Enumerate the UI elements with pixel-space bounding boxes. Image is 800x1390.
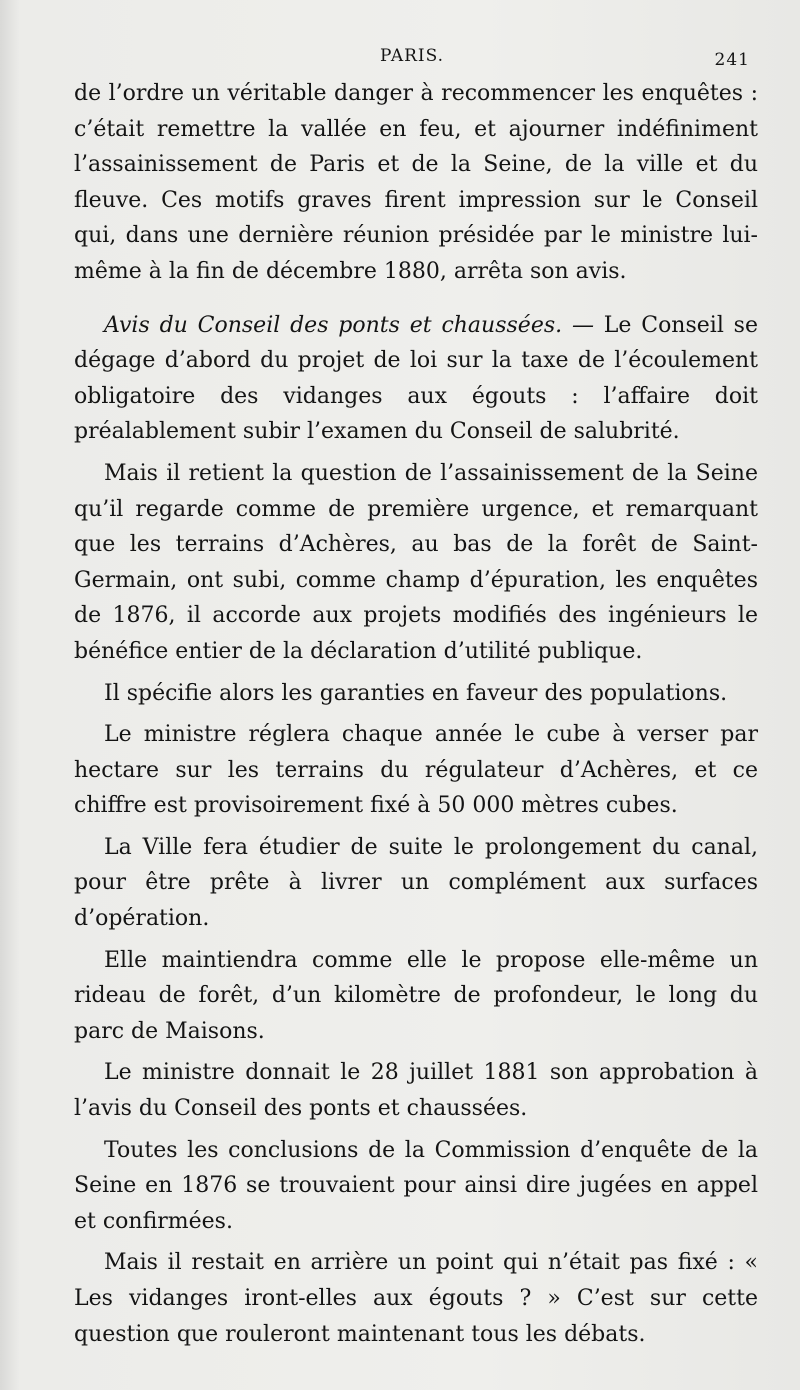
paragraph: La Ville fera étudier de suite le prolongement du canal, pour être prête à livrer un complément aux surfaces d’opération. [74, 834, 758, 932]
paragraph: Le ministre donnait le 28 juillet 1881 son approbation à l’avis du Conseil des ponts et chaussées. [74, 1060, 758, 1122]
paragraph-avis-text: Le Conseil se dégage d’abord du projet de loi sur la taxe de l’écoulement obligatoire des vidanges aux égouts : l’affaire doit préalablement subir l’examen du Conseil de salubrité. [74, 312, 758, 445]
paragraph: Toutes les conclusions de la Commission d’enquête de la Seine en 1876 se trouvaient pour ainsi dire jugées en appel et confirmées. [74, 1137, 758, 1234]
running-head [74, 44, 750, 74]
paragraph: Le ministre réglera chaque année le cube à verser par hectare sur les terrains du régulateur d’Achères, et ce chiffre est provisoirement fixé à 50 000 mètres cubes. [74, 722, 758, 819]
paragraph: Il spécifie alors les garanties en faveur des populations. [104, 680, 728, 706]
paragraph-continuation: de l’ordre un véritable danger à recommencer les enquêtes : c’était remettre la vallée en feu, et ajourner indéfiniment l’assainissement de Paris et de la Seine, de la ville et du fleuve. Ces motifs graves firent impression sur le Conseil qui, dans une dernière réunion présidée par le ministre lui-même à la fin de décembre 1880, arrêta son avis. [74, 81, 758, 284]
paragraph-avis [74, 308, 758, 450]
page-number: 241 [714, 50, 750, 70]
paragraph: Mais il restait en arrière un point qui n’était pas fixé : « Les vidanges iront-elles aux égouts ? » C’est sur cette question que rouleront maintenant tous les débats. [74, 1250, 758, 1347]
paragraph: Mais il retient la question de l’assainissement de la Seine qu’il regarde comme de première urgence, et remarquant que les terrains d’Achères, au bas de la forêt de Saint-Germain, ont subi, comme champ d’épuration, les enquêtes de 1876, il accorde aux projets modifiés des ingénieurs le bénéfice entier de la déclaration d’utilité publique. [74, 460, 758, 664]
paragraph: Elle maintiendra comme elle le propose elle-même un rideau de forêt, d’un kilomètre de profondeur, le long du parc de Maisons. [74, 947, 758, 1044]
running-title: PARIS. [379, 46, 445, 66]
body-text [74, 76, 758, 1352]
section-heading: Avis du Conseil des ponts et chaussées. — [104, 312, 594, 338]
